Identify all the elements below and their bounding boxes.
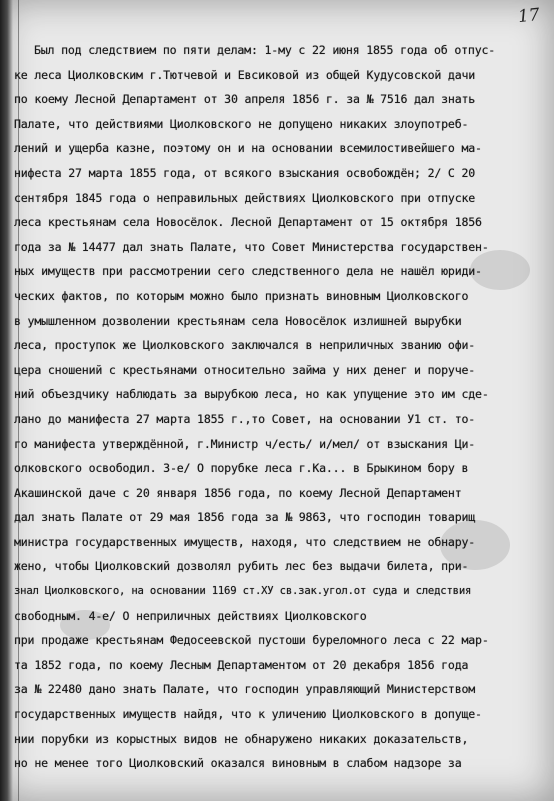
text-line: жено, чтобы Циолковский дозволял рубить лес без выдачи билета, при- <box>14 559 469 574</box>
text-line: в умышленном дозволении крестьянам села Новосёлок излишней вырубки <box>14 313 462 328</box>
text-line: но не менее того Циолковский оказался виновным в слабом надзоре за <box>14 756 462 771</box>
text-line: свободным. 4-е/ О неприличных действиях Циолковского <box>14 608 367 623</box>
text-line: сентября 1845 года о неправильных действиях Циолковского при отпуске <box>14 190 476 205</box>
text-line: олковского освободил. 3-е/ О порубке леса г.Ка... в Брыкином бору в <box>14 461 469 476</box>
scan-left-edge <box>0 0 13 801</box>
text-line: за № 22480 дано знать Палате, что господин управляющий Министерством <box>14 682 476 697</box>
text-line: ний объездчику наблюдать за вырубкою леса, но как упущение это им сде- <box>14 387 489 402</box>
page-number: 17 <box>517 4 541 28</box>
text-line: леса, проступок же Циолковского заключался в неприличных званию офи- <box>14 338 476 353</box>
text-line: го манифеста утверждённой, г.Министр ч/есть/ и/мел/ от взыскания Ци- <box>14 436 476 451</box>
text-line: министра государственных имуществ, находя, что следствием не обнару- <box>14 534 476 549</box>
text-line: леса крестьянам села Новосёлок. Лесной Департамент от 15 октября 1856 <box>14 215 482 230</box>
text-line: Был под следствием по пяти делам: 1-му с 22 июня 1855 года об отпус- <box>34 43 496 57</box>
text-line: дал знать Палате от 29 мая 1856 года за № 9863, что господин товарищ <box>14 510 476 525</box>
text-line: нии порубки из корыстных видов не обнаружено никаких доказательств, <box>14 731 469 746</box>
text-line: знал Циолковского, на основании 1169 ст.ХУ св.зак.угол.от суда и следствия <box>14 585 472 598</box>
text-line: Палате, что действиями Циолковского не допущено никаких злоупотреб- <box>14 116 469 131</box>
text-line: лений и ущерба казне, поэтому он и на основании всемилостивейшего ма- <box>14 141 482 156</box>
text-line: по коему Лесной Департамент от 30 апреля 1856 г. за № 7516 дал знать <box>14 92 476 107</box>
text-line: Акашинской даче с 20 января 1856 года, по коему Лесной Департамент <box>14 485 462 500</box>
text-line: ке леса Циолковским г.Тютчевой и Евсиковой из общей Кудусовской дачи <box>14 67 476 82</box>
text-line: ных имуществ при рассмотрении сего следственного дела не нашёл юриди- <box>14 264 482 279</box>
text-line: при продаже крестьянам Федосеевской пустоши буреломного леса с 22 мар- <box>14 633 489 648</box>
text-line: лано до манифеста 27 марта 1855 г.,то Совет, на основании У1 ст. то- <box>14 411 476 426</box>
text-line: цера сношений с крестьянами относительно займа у них денег и поруче- <box>14 362 476 377</box>
text-line: государственных имуществ найдя, что к уличению Циолковского в допуще- <box>14 707 482 722</box>
text-line: ческих фактов, по которым можно было признать виновным Циолковского <box>14 288 469 303</box>
text-line: нифеста 27 марта 1855 года, от всякого взыскания освобождён; 2/ С 20 <box>14 165 476 180</box>
text-line: та 1852 года, по коему Лесным Департаментом от 20 декабря 1856 года <box>14 657 469 672</box>
text-line: года за № 14477 дал знать Палате, что Совет Министерства государствен- <box>14 239 489 254</box>
typed-text-body <box>14 38 544 776</box>
